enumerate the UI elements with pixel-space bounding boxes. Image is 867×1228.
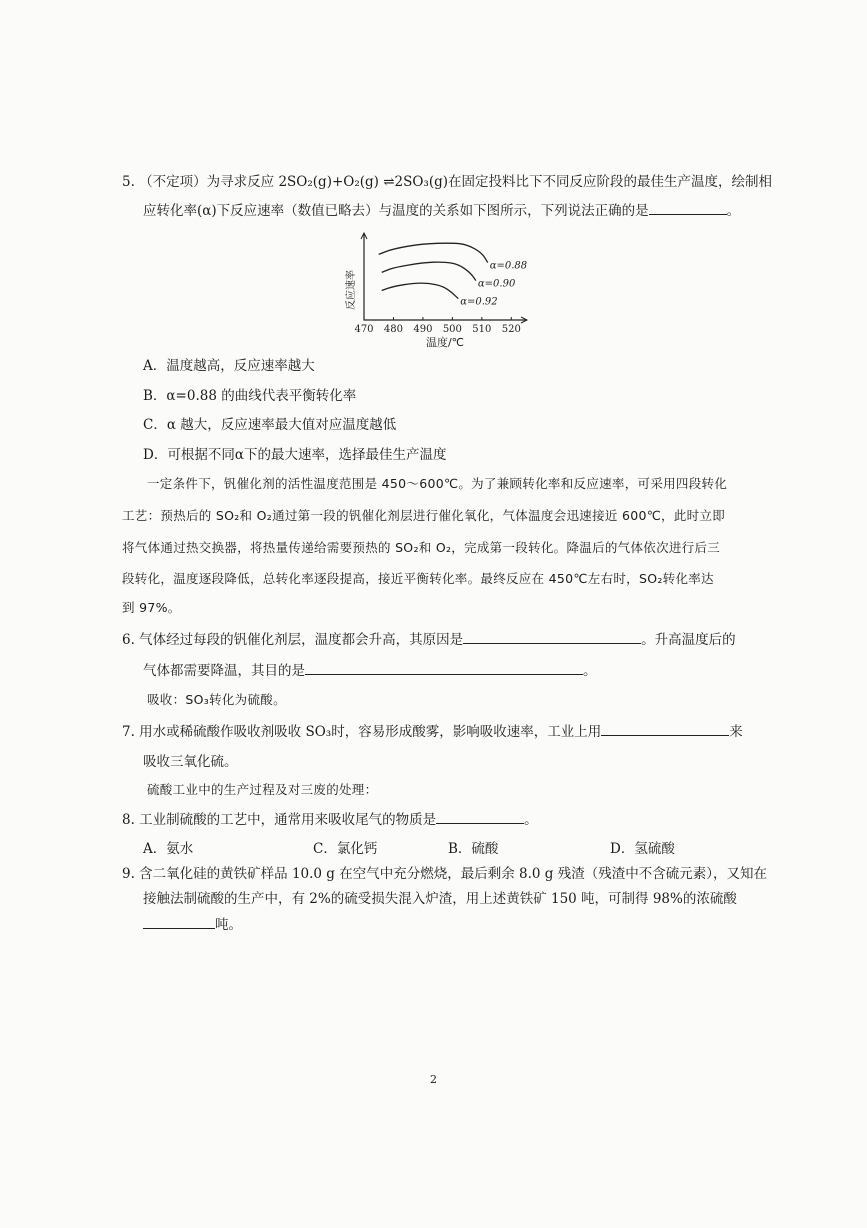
q6-text-d: 。 (583, 663, 597, 679)
section-heading: 硫酸工业中的生产过程及对三废的处理： (147, 782, 378, 797)
series-label: α=0.90 (477, 278, 516, 290)
y-axis-label: 反应速率 (346, 270, 357, 310)
info-para-line1: 一定条件下，钒催化剂的活性温度范围是 450～600℃。为了兼顾转化率和反应速率，可采用四段转化 (147, 476, 728, 491)
q9-line1: 9. 含二氧化硅的黄铁矿样品 10.0 g 在空气中充分燃烧，最后剩余 8.0 g 残渣（残渣中不含硫元素），又知在 (122, 866, 767, 882)
q8-option-c: C．氯化钙 (313, 841, 378, 857)
q6-line2 (143, 659, 597, 679)
info-para-line3: 将气体通过热交换器，将热量传递给需要预热的 SO₂和 O₂，完成第一段转化。降温后的气体依次进行后三 (122, 540, 721, 555)
q5-option-a: A．温度越高，反应速率越大 (143, 358, 315, 374)
q7-text-b: 来 (729, 724, 743, 740)
q9-line2: 接触法制硫酸的生产中，有 2%的硫受损失混入炉渣，用上述黄铁矿 150 吨，可制得 98%的浓硫酸 (143, 891, 737, 907)
q5-option-d: D．可根据不同α下的最大速率，选择最佳生产温度 (143, 447, 447, 463)
x-tick-label: 480 (383, 324, 404, 335)
q5-answer-blank[interactable] (649, 200, 727, 215)
q8-end: 。 (524, 812, 538, 828)
q6-text-a: 6. 气体经过每段的钒催化剂层，温度都会升高，其原因是 (122, 632, 464, 648)
q7-line1 (122, 720, 743, 740)
chart-curves (379, 243, 527, 308)
series-curve (382, 262, 476, 281)
series-curve (382, 283, 459, 299)
q6-blank-1[interactable] (463, 629, 641, 644)
q7-line2: 吸收三氧化硫。 (143, 754, 238, 770)
x-tick-label: 500 (442, 324, 462, 335)
absorb-note: 吸收：SO₃转化为硫酸。 (147, 692, 286, 707)
q8-option-a: A．氨水 (143, 841, 194, 857)
x-tick-label: 510 (472, 324, 492, 335)
x-tick-label: 490 (413, 324, 433, 335)
q8-blank[interactable] (436, 809, 524, 824)
q5-stem-end: 。 (726, 203, 741, 219)
series-label: α=0.88 (489, 260, 528, 272)
q8-option-b: B．硫酸 (448, 841, 499, 857)
q5-stem-line2 (143, 199, 740, 219)
q5-option-c: C．α 越大，反应速率最大值对应温度越低 (143, 417, 397, 433)
q9-blank[interactable] (143, 914, 215, 929)
page-number: 2 (430, 1073, 437, 1086)
rate-temperature-chart (338, 230, 530, 350)
q6-text-b: 。升高温度后的 (641, 632, 736, 648)
q6-text-c: 气体都需要降温，其目的是 (143, 663, 305, 679)
info-para-line5: 到 97%。 (122, 600, 181, 615)
q7-text-a: 7. 用水或稀硫酸作吸收剂吸收 SO₃时，容易形成酸雾，影响吸收速率，工业上用 (122, 724, 602, 740)
q5-option-b: B．α=0.88 的曲线代表平衡转化率 (143, 388, 357, 404)
q6-blank-2[interactable] (305, 660, 583, 675)
chart-ticks (354, 317, 520, 349)
info-para-line2: 工艺：预热后的 SO₂和 O₂通过第一段的钒催化剂层进行催化氧化，气体温度会迅速接近 600℃，此时立即 (122, 508, 726, 523)
series-curve (379, 243, 488, 262)
q8-option-d: D．氢硫酸 (610, 841, 675, 857)
series-label: α=0.92 (460, 296, 498, 308)
chart-axis-lines (364, 234, 526, 320)
q7-blank[interactable] (601, 721, 729, 736)
q5-stem-text: 应转化率(α)下反应速率（数值已略去）与温度的关系如下图所示，下列说法正确的是 (143, 203, 649, 219)
x-axis-label: 温度/℃ (425, 336, 465, 349)
q8-stem (122, 808, 538, 828)
info-para-line4: 段转化，温度逐段降低，总转化率逐段提高，接近平衡转化率。最终反应在 450℃左右时，SO₂转化率达 (122, 571, 714, 586)
q9-line3 (143, 913, 242, 933)
q9-text-end: 吨。 (215, 917, 242, 933)
x-tick-label: 470 (354, 324, 374, 335)
q6-line1 (122, 628, 736, 648)
x-tick-label: 520 (501, 324, 521, 335)
q8-text: 8. 工业制硫酸的工艺中，通常用来吸收尾气的物质是 (122, 812, 437, 828)
q5-stem-line1: 5. （不定项）为寻求反应 2SO₂(g)+O₂(g) ⇌2SO₃(g)在固定投料比下不同反应阶段的最佳生产温度，绘制相 (122, 174, 773, 190)
